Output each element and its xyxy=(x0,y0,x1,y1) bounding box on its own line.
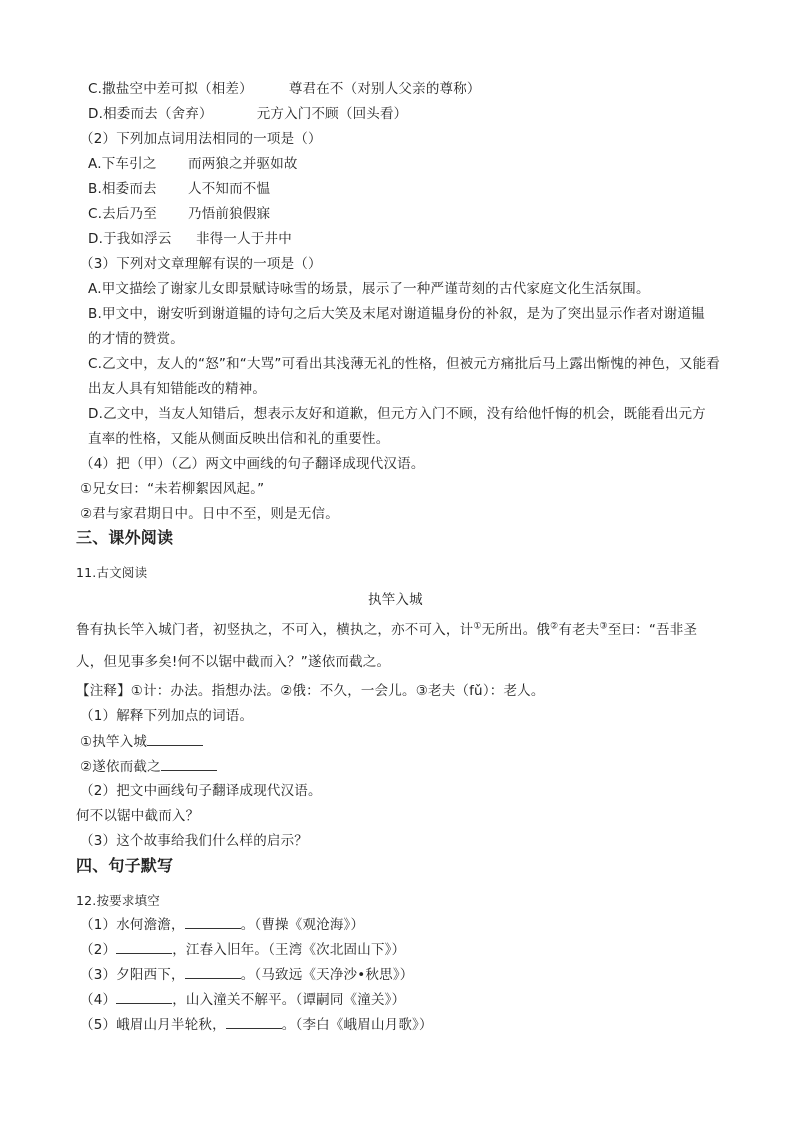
q11-footnote-mark-3: ③ xyxy=(599,621,608,632)
q10-sub2-option-b xyxy=(88,179,270,199)
q12-line2-suffix: ，江春入旧年。（王湾《次北固山下》） xyxy=(172,942,406,958)
q11-passage-seg-a: 鲁有执长竿入城门者，初竖执之，不可入，横执之，亦不可入，计 xyxy=(76,622,474,638)
q10-sub2-option-d-right: 非得一人于井中 xyxy=(196,231,292,247)
q12-line1 xyxy=(80,914,364,935)
q10-sub2-option-c-right: 乃悟前狼假寐 xyxy=(188,206,271,222)
q12-line2 xyxy=(80,939,405,960)
q10-sub3-option-b-line1: B.甲文中，谢安听到谢道韫的诗句之后大笑及末尾对谢道韫身份的补叙，是为了突出显示作者对谢道韫 xyxy=(88,306,705,322)
q11-sub2-stem: （2）把文中画线句子翻译成现代汉语。 xyxy=(80,783,322,799)
q11-sub2-sentence: 何不以锯中截而入？ xyxy=(76,808,200,824)
q10-option-c xyxy=(88,79,481,99)
q10-sub2-option-a-left: A.下车引之 xyxy=(88,156,157,172)
q12-line3-prefix: （3）夕阳西下， xyxy=(80,967,185,983)
q12-label: 12.按要求填空 xyxy=(76,893,160,908)
q10-option-d-left: D.相委而去（舍弃） xyxy=(88,106,213,122)
q12-line2-blank[interactable] xyxy=(116,939,172,954)
section-heading-extracurricular-reading: 三、课外阅读 xyxy=(76,528,174,547)
q12-line5-blank[interactable] xyxy=(226,1014,282,1029)
q10-option-c-right: 尊君在不（对别人父亲的尊称） xyxy=(288,81,481,97)
q11-passage-seg-d: 至曰：“吾非圣 xyxy=(607,622,698,638)
q10-sub3-option-d-line2: 直率的性格，又能从侧面反映出信和礼的重要性。 xyxy=(88,431,390,447)
q10-sub2-option-a xyxy=(88,154,298,174)
q10-sub2-option-d xyxy=(88,229,292,249)
q12-line4 xyxy=(80,989,405,1010)
q11-passage-seg-c: 有老夫 xyxy=(558,622,600,638)
q11-passage-seg-b: 无所出。俄 xyxy=(481,622,551,638)
section-heading-sentence-dictation: 四、句子默写 xyxy=(76,856,174,875)
q12-line5-prefix: （5）峨眉山月半轮秋， xyxy=(80,1017,226,1033)
q11-sub1-item2-blank[interactable] xyxy=(161,756,217,771)
q11-sub1-stem: （1）解释下列加点的词语。 xyxy=(80,708,254,724)
q11-footnote-mark-2: ② xyxy=(550,621,559,632)
q12-line1-blank[interactable] xyxy=(185,914,241,929)
q10-option-c-left: C.撒盐空中差可拟（相差） xyxy=(88,81,253,97)
q12-line4-suffix: ，山入潼关不解平。（谭嗣同《潼关》） xyxy=(172,992,406,1008)
q10-sub2-option-c xyxy=(88,204,270,224)
q12-line1-prefix: （1）水何澹澹， xyxy=(80,917,185,933)
q11-sub1-item2-text: ②遂依而截之 xyxy=(80,759,161,775)
q12-line1-suffix: 。（曹操《观沧海》） xyxy=(240,917,365,933)
q12-line4-prefix: （4） xyxy=(80,992,117,1008)
q10-sub4-stem: （4）把（甲）（乙）两文中画线的句子翻译成现代汉语。 xyxy=(80,456,425,472)
q10-sub2-option-b-left: B.相委而去 xyxy=(88,181,157,197)
q11-passage-line1 xyxy=(76,620,697,640)
q11-passage-line2: 人，但见事多矣!何不以锯中截而入？”遂依而截之。 xyxy=(76,654,391,670)
q10-sub3-option-b-line2: 的才情的赞赏。 xyxy=(88,331,184,347)
q12-line3 xyxy=(80,964,413,985)
q11-annotation: 【注释】①计：办法。指想办法。②俄：不久，一会儿。③老夫（fǔ）：老人。 xyxy=(76,683,545,699)
q11-sub3-stem: （3）这个故事给我们什么样的启示？ xyxy=(80,833,308,849)
q12-line4-blank[interactable] xyxy=(116,989,172,1004)
q10-sub4-item2: ②君与家君期日中。日中不至，则是无信。 xyxy=(80,506,339,522)
q10-sub3-option-d-line1: D.乙文中，当友人知错后，想表示友好和道歉，但元方入门不顾，没有给他忏悔的机会，既能看出元方 xyxy=(88,406,706,422)
q10-sub2-option-c-left: C.去后乃至 xyxy=(88,206,157,222)
q10-sub2-option-b-right: 人不知而不愠 xyxy=(188,181,271,197)
q10-sub2-stem: （2）下列加点词用法相同的一项是（） xyxy=(80,131,322,147)
q11-sub1-item1-text: ①执竿入城 xyxy=(80,734,148,750)
q11-sub1-item1 xyxy=(80,731,203,752)
q10-sub2-option-a-right: 而两狼之并驱如故 xyxy=(188,156,298,172)
q11-label: 11.古文阅读 xyxy=(76,565,148,580)
q10-sub2-option-d-left: D.于我如浮云 xyxy=(88,231,172,247)
q11-footnote-mark-1: ① xyxy=(473,621,482,632)
q10-option-d-right: 元方入门不顾（回头看） xyxy=(256,106,408,122)
q11-sub1-item2 xyxy=(80,756,217,777)
q10-sub4-item1: ①兄女曰：“未若柳絮因风起。” xyxy=(80,481,265,497)
q10-sub3-stem: （3）下列对文章理解有误的一项是（） xyxy=(80,256,322,272)
q10-sub3-option-a: A.甲文描绘了谢家儿女即景赋诗咏雪的场景，展示了一种严谨苛刻的古代家庭文化生活氛围。 xyxy=(88,281,650,297)
q12-line3-suffix: 。（马致远《天净沙•秋思》） xyxy=(240,967,414,983)
q12-line5-suffix: 。（李白《峨眉山月歌》） xyxy=(281,1017,433,1033)
q11-sub1-item1-blank[interactable] xyxy=(147,731,203,746)
q10-option-d xyxy=(88,104,407,124)
q12-line5 xyxy=(80,1014,433,1035)
q11-passage-title: 执竿入城 xyxy=(368,592,423,608)
q10-sub3-option-c-line1: C.乙文中，友人的“怒”和“大骂”可看出其浅薄无礼的性格，但被元方痛批后马上露出惭愧的神色，又能看 xyxy=(88,356,720,372)
q12-line2-prefix: （2） xyxy=(80,942,117,958)
q10-sub3-option-c-line2: 出友人具有知错能改的精神。 xyxy=(88,381,267,397)
q12-line3-blank[interactable] xyxy=(185,964,241,979)
